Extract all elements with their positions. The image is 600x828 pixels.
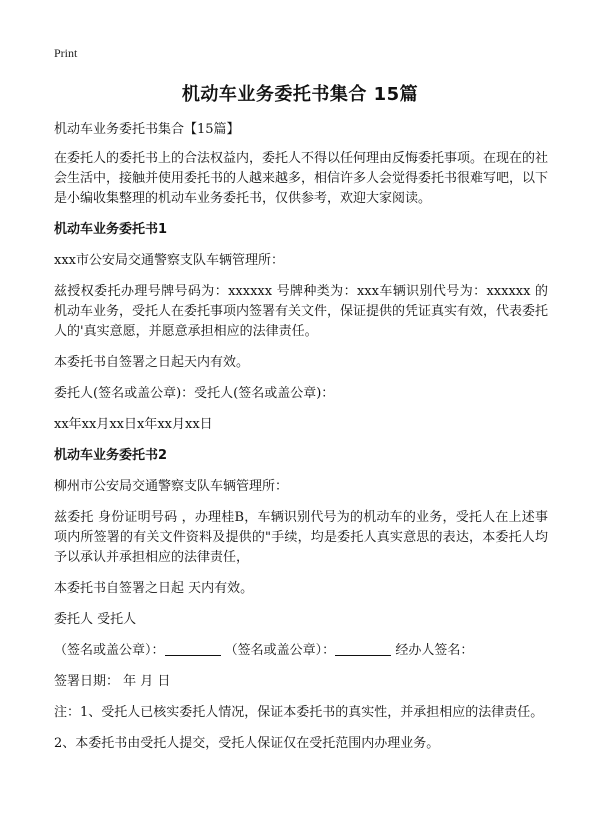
document-body bbox=[54, 120, 548, 765]
section2-parties: 委托人 受托人 bbox=[54, 612, 137, 627]
section1-date: xx年xx月xx日x年xx月xx日 bbox=[54, 417, 213, 432]
intro-paragraph: 在委托人的委托书上的合法权益内，委托人不得以任何理由反悔委托事项。在现在的社会生活中，接触并使用委托书的人越来越多，相信许多人会觉得委托书很难写吧，以下是小编收集整理的机动车业务委托书，仅供参考，欢迎大家阅读。 bbox=[54, 151, 549, 206]
section2-validity: 本委托书自签署之日起 天内有效。 bbox=[54, 581, 254, 596]
sign-label-1: （签名或盖公章）： bbox=[54, 643, 165, 658]
section2-body: 兹委托 身份证明号码 ，办理桂B，车辆识别代号为的机动车的业务，受托人在上述事项内所签署的有关文件资料及提供的"手续，均是委托人真实意思的表达，本委托人均予以承认并承担相应的法律责任， bbox=[54, 510, 548, 565]
section1-validity: 本委托书自签署之日起天内有效。 bbox=[54, 355, 250, 370]
section1-signatures: 委托人(签名或盖公章)：受托人(签名或盖公章)： bbox=[54, 386, 335, 401]
print-label: Print bbox=[54, 46, 78, 60]
section2-note-1: 注：1、受托人已核实委托人情况，保证本委托书的真实性，并承担相应的法律责任。 bbox=[54, 705, 544, 720]
signature-blank-2 bbox=[335, 641, 391, 656]
section-heading-1: 机动车业务委托书1 bbox=[54, 222, 168, 237]
section2-sign-line bbox=[54, 641, 548, 661]
signature-blank-1 bbox=[165, 641, 221, 656]
sign-label-3: 经办人签名： bbox=[395, 643, 474, 658]
section-heading-2: 机动车业务委托书2 bbox=[54, 448, 168, 463]
section1-addressee: xxx市公安局交通警察支队车辆管理所： bbox=[54, 253, 284, 268]
document-title: 机动车业务委托书集合 15篇 bbox=[181, 84, 419, 105]
section1-body: 兹授权委托办理号牌号码为：xxxxxx 号牌种类为：xxx车辆识别代号为：xxxxxx 的机动车业务，受托人在委托事项内签署有关文件，保证提供的凭证真实有效，代表委托人的'真实意愿，并愿意承担相应的法律责任。 bbox=[54, 284, 549, 339]
section2-note-2: 2、本委托书由受托人提交，受托人保证仅在受托范围内办理业务。 bbox=[54, 736, 440, 751]
sign-label-2: （签名或盖公章）： bbox=[224, 643, 336, 658]
section2-sign-date: 签署日期： 年 月 日 bbox=[54, 674, 171, 689]
document-subtitle: 机动车业务委托书集合【15篇】 bbox=[54, 122, 240, 137]
section2-addressee: 柳州市公安局交通警察支队车辆管理所： bbox=[54, 479, 289, 494]
